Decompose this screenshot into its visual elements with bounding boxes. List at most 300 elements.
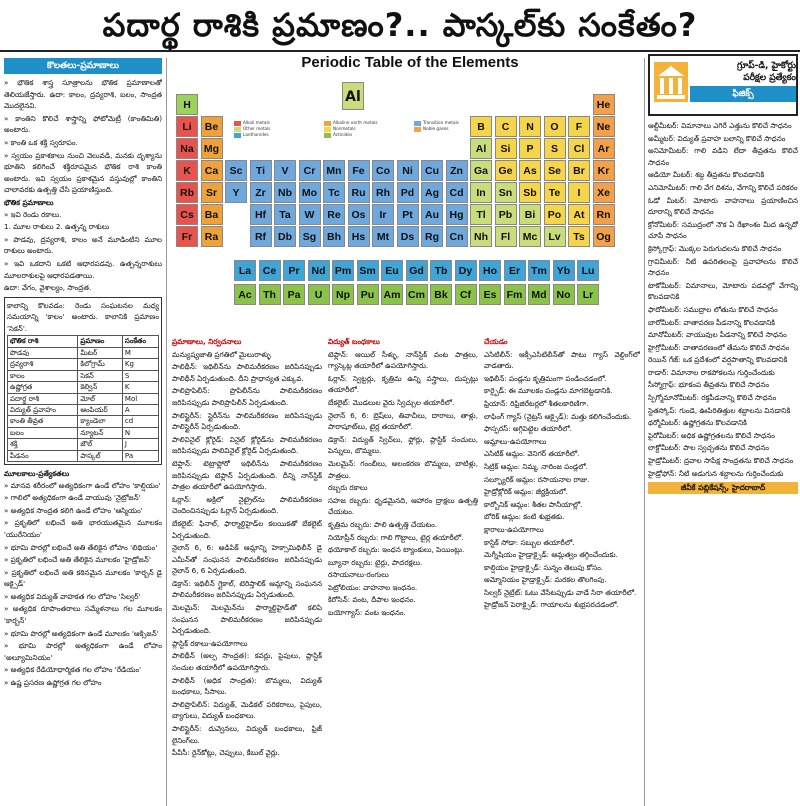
intro-list bbox=[4, 77, 162, 196]
paragraph: ఫాదోమీటర్: సముద్రాల లోతును కొలిచే సాధనం bbox=[648, 304, 778, 314]
element-cell: Sm bbox=[357, 260, 379, 281]
table-cell: J bbox=[122, 439, 158, 450]
element-cell: Cr bbox=[299, 160, 321, 181]
element-cell: Bh bbox=[323, 226, 345, 247]
element-cell: Mg bbox=[201, 138, 223, 159]
element-cell: Sn bbox=[495, 182, 517, 203]
paragraph: ఉదా: వేగం, వైశాల్యం, సాంద్రత. bbox=[4, 283, 92, 293]
building-icon bbox=[654, 62, 688, 102]
table-cell: పీడనం bbox=[8, 450, 78, 461]
paragraph: పైరోమీటర్: అధిక ఉష్ణోగ్రతలను కొలిచే సాధనం bbox=[648, 430, 775, 440]
element-cell: Ir bbox=[372, 204, 394, 225]
table-header: ప్రమాణం bbox=[78, 336, 123, 347]
paragraph: హైడ్రోజన్ పెరాక్సైడ్: గాయాలను శుభ్రపరచడంలో. bbox=[484, 600, 619, 610]
paragraph: » కాంతిని కొలిచే శాస్త్రాన్ని ఫోటోమెట్రీ (కాంతిమితి) అంటారు. bbox=[4, 113, 162, 135]
paragraph: పాలిథీన్ (అల్ప సాంద్రత): కవర్లు, పైపులు, ప్లాస్టిక్ సంచుల తయారీలో ఉపయోగిస్తారు. bbox=[172, 651, 322, 673]
table-cell: శక్తి bbox=[8, 439, 78, 450]
element-cell: Ta bbox=[274, 204, 296, 225]
table-row bbox=[8, 404, 159, 415]
legend-label: Alkaline earth metals bbox=[333, 120, 378, 125]
element-cell: Cs bbox=[176, 204, 198, 225]
element-cell: Tm bbox=[528, 260, 550, 281]
element-cell: S bbox=[544, 138, 566, 159]
paragraph: హైడ్రోఫోన్: నీటి అడుగున శబ్దాలను గుర్తించేందుకు bbox=[648, 468, 784, 478]
element-cell: Am bbox=[381, 284, 403, 305]
paragraph: ఇథిలీన్: పండ్లను కృత్రిమంగా పండించడంలో. bbox=[484, 373, 607, 383]
table-row bbox=[8, 359, 159, 370]
element-cell: C bbox=[495, 116, 517, 137]
legend-item bbox=[322, 132, 412, 138]
element-cell: Y bbox=[225, 182, 247, 203]
periodic-table bbox=[170, 54, 640, 332]
table-row bbox=[8, 393, 159, 404]
element-cell: Ca bbox=[201, 160, 223, 181]
table-cell: పాస్కల్ bbox=[78, 450, 123, 461]
paragraph: థయోకాల్ రబ్బరు: ఇంధన ట్యాంకులు, పెయింట్లు. bbox=[328, 545, 465, 555]
element-cell: P bbox=[519, 138, 541, 159]
paragraph: ఎసిటిక్ ఆమ్లం: వెనిగర్ తయారీలో. bbox=[484, 449, 580, 459]
box-title bbox=[690, 60, 796, 84]
middle-column-3 bbox=[484, 336, 640, 806]
element-cell: Tl bbox=[470, 204, 492, 225]
element-cell: K bbox=[176, 160, 198, 181]
element-cell: Pa bbox=[283, 284, 305, 305]
right-column bbox=[648, 120, 798, 806]
paragraph: ఎసిటిలీన్: ఆక్సీఎసిటిలీన్‌తో పాటు గ్యాస్ వెల్డింగ్‌లో వాడతారు. bbox=[484, 349, 640, 371]
element-cell: He bbox=[593, 94, 615, 115]
element-cell: Lu bbox=[577, 260, 599, 281]
paragraph: అనిమోమీటర్: గాలి వడిని లేదా తీవ్రతను కొలిచే సాధనం bbox=[648, 146, 798, 167]
paragraph: సల్ఫ్యూరిక్ ఆమ్లం: రసాయనాల రాజు. bbox=[484, 474, 590, 484]
table-cell: సెకన్ bbox=[78, 370, 123, 381]
element-cell: Li bbox=[176, 116, 198, 137]
table-row bbox=[8, 370, 159, 381]
element-cell: Fm bbox=[504, 284, 526, 305]
box-title-line2: పరీక్షల ప్రత్యేకం bbox=[743, 73, 796, 83]
element-cell: Mt bbox=[372, 226, 394, 247]
table-cell: మోల్ bbox=[78, 393, 123, 404]
table-cell: Pa bbox=[122, 450, 158, 461]
table-header: సంకేతం bbox=[122, 336, 158, 347]
element-cell: B bbox=[470, 116, 492, 137]
paragraph: » పొడవు, ద్రవ్యరాశి, కాలం అనే మూడింటిని మూల రాశులు అంటారు. bbox=[4, 234, 162, 256]
paragraph: బారోమీటర్: వాతావరణ పీడనాన్ని కొలవడానికి bbox=[648, 317, 776, 327]
paragraph: » అత్యధిక విద్యుత్ వాహకత గల లోహం 'సిల్వర్' bbox=[4, 591, 141, 601]
paragraph: మెలమైన్: గంంబీలు, అలంకరణ బొమ్మలు, బాటిళ్లు, పాత్రలు. bbox=[328, 458, 478, 480]
paragraph: రసాయనాలు-రంగులు bbox=[328, 570, 389, 580]
element-cell: Rn bbox=[593, 204, 615, 225]
element-cell: Hg bbox=[446, 204, 468, 225]
element-cell: Cu bbox=[421, 160, 443, 181]
element-cell: Ce bbox=[259, 260, 281, 281]
element-cell: Ac bbox=[234, 284, 256, 305]
element-cell: Zr bbox=[250, 182, 272, 203]
periodic-table-title: Periodic Table of the Elements bbox=[301, 54, 519, 71]
paragraph: ఫాస్ఫరస్: అగ్గిపెట్టెల తయారీలో. bbox=[484, 424, 572, 434]
paragraph: పాలిస్టైరీన్: స్టైరీన్‌ను పాలిమరీకరణం జరిపినప్పుడు పాలిస్టైరీన్ ఏర్పడుతుంది. bbox=[172, 410, 322, 432]
table-cell: ఉష్ణోగ్రత bbox=[8, 382, 78, 393]
paragraph: కార్బోనిక్ ఆమ్లం: శీతల పానీయాల్లో. bbox=[484, 499, 583, 509]
table-cell: M bbox=[122, 347, 158, 358]
table-cell: S bbox=[122, 370, 158, 381]
paragraph: మానోమీటర్: వాయువుల పీడనాన్ని కొలిచే సాధనం bbox=[648, 330, 787, 340]
legend-swatch bbox=[234, 121, 241, 126]
legend-label: Lanthanides bbox=[243, 132, 269, 137]
element-cell: Tc bbox=[323, 182, 345, 203]
element-cell: Nd bbox=[308, 260, 330, 281]
paragraph: » ఉష్ణ ప్రసరణ ఉష్ణోగ్రత గల లోహం bbox=[4, 678, 102, 688]
element-cell: Sr bbox=[201, 182, 223, 203]
legend-swatch bbox=[324, 133, 331, 138]
element-cell: Te bbox=[544, 182, 566, 203]
element-cell: Lr bbox=[577, 284, 599, 305]
paragraph: లాఫింగ్ గ్యాస్ (నైట్రస్ ఆక్సైడ్): మత్తు కలిగించేందుకు. bbox=[484, 411, 632, 421]
element-cell: Be bbox=[201, 116, 223, 137]
table-cell: N bbox=[122, 427, 158, 438]
element-cell: As bbox=[519, 160, 541, 181]
element-cell: Np bbox=[332, 284, 354, 305]
units-list bbox=[4, 209, 162, 294]
element-cell: Co bbox=[372, 160, 394, 181]
paragraph: చేయడం bbox=[484, 337, 508, 346]
element-cell: Pr bbox=[283, 260, 305, 281]
element-cell: Kr bbox=[593, 160, 615, 181]
element-cell: Fe bbox=[348, 160, 370, 181]
paragraph: రాడార్: విమానాల రాకపోకలను గుర్తించేందుకు bbox=[648, 367, 775, 377]
paragraph: నియోప్రీన్ రబ్బరు: గాలి గొట్టాలు, టైర్ల తయారీలో. bbox=[328, 532, 464, 542]
paragraph: » భూమి పొరల్లో అత్యధికంగా ఉండే లోహం 'అల్యూమినియం' bbox=[4, 641, 162, 662]
table-row bbox=[8, 450, 159, 461]
paragraph: టెఫ్లాన్: ఆయిల్‌ సీళ్ళు, నాన్‌స్టిక్ వంట పాత్రలు, గ్యాస్కెట్ల తయారీలో ఉపయోగిస్తారు. bbox=[328, 349, 478, 371]
paragraph: ఆడియో మీటర్: శబ్ద తీవ్రతను కొలవడానికి bbox=[648, 170, 765, 180]
paragraph: » భౌతిక శాస్త్ర సూత్రాలను భౌతిక ప్రమాణాలతో తెలియజేస్తారు. ఉదా: కాలం, ద్రవ్యరాశి, బలం, సాంద్రత మొదలైనవి. bbox=[4, 78, 162, 111]
credit: జీవీకే పబ్లికేషన్స్, హైదరాబాద్ bbox=[648, 482, 798, 494]
middle-column-1 bbox=[172, 336, 322, 806]
paragraph: » భూమి పొరల్లో లభించే అతి తేలికైన లోహం 'లిథియం' bbox=[4, 542, 158, 552]
element-cell: H bbox=[176, 94, 198, 115]
element-cell: Ts bbox=[568, 226, 590, 247]
paragraph: హైగ్రోమీటర్: వాతావరణంలో తేమను కొలిచే సాధనం bbox=[648, 342, 790, 352]
paragraph: ఫ్రియాన్: రిఫ్రిజిరేటర్లలో శీతలకారిణిగా. bbox=[484, 398, 589, 408]
element-cell: Bk bbox=[430, 284, 452, 305]
legend-swatch bbox=[414, 121, 421, 126]
legend-label: Actinides bbox=[333, 132, 353, 137]
element-cell: Ho bbox=[479, 260, 501, 281]
table-row bbox=[8, 347, 159, 358]
legend-swatch bbox=[414, 127, 421, 132]
paragraph: మన్యుష్యజాతి ప్రగతిలో మైలురాళ్ళు bbox=[172, 349, 271, 359]
legend-swatch bbox=[234, 133, 241, 138]
table-row bbox=[8, 427, 159, 438]
element-cell: In bbox=[470, 182, 492, 203]
paragraph: పెట్రోలియం: వాహనాల ఇంధనం. bbox=[328, 582, 418, 592]
element-cell: Ag bbox=[421, 182, 443, 203]
paragraph: ఎనిమోమీటర్: గాలి వేగ దిశను, వేగాన్ని కొలిచే పరికరం bbox=[648, 182, 798, 192]
left-column bbox=[4, 58, 162, 806]
middle-column-2 bbox=[328, 336, 478, 806]
legend-label: Other metals bbox=[243, 126, 271, 131]
element-cell: Th bbox=[259, 284, 281, 305]
element-cell: Cl bbox=[568, 138, 590, 159]
element-cell: Au bbox=[421, 204, 443, 225]
paragraph: క్రెస్కోగ్రాఫ్: మొక్కల పెరుగుదలను కొలిచే సాధనం bbox=[648, 243, 782, 253]
table-header: భౌతిక రాశి bbox=[8, 336, 78, 347]
table-row bbox=[8, 439, 159, 450]
paragraph: మెగ్నీషియం హైడ్రాక్సైడ్: ఆమ్లత్వం తగ్గించేందుకు. bbox=[484, 550, 618, 560]
paragraph: థర్మోమీటర్: ఉష్ణోగ్రతను కొలవడానికి bbox=[648, 418, 747, 428]
element-cell: Nh bbox=[470, 226, 492, 247]
metals-list bbox=[4, 480, 162, 689]
paragraph: క్షారాలు-ఉపయోగాలు bbox=[484, 524, 544, 534]
divider bbox=[166, 58, 167, 806]
paragraph: డెక్రాన్: విద్యుత్ స్విచ్‌లు, ఫ్లోర్లు, ప్లాస్టిక్ సంచులు, పెన్నులు, బొమ్మలు. bbox=[328, 434, 478, 456]
table-cell: ఆంపియర్ bbox=[78, 404, 123, 415]
element-cell: Si bbox=[495, 138, 517, 159]
element-cell: Cm bbox=[406, 284, 428, 305]
element-cell: V bbox=[274, 160, 296, 181]
paragraph: పాలిస్టైరీన్: దువ్వెనలు, విద్యుత్ బంధకాలు, ఫ్రిజ్ లైనింగ్‌లు. bbox=[172, 724, 322, 745]
paragraph: బ్యూనా రబ్బరు: టైర్లు, పాదరక్షలు. bbox=[328, 557, 423, 567]
element-cell: N bbox=[519, 116, 541, 137]
paragraph: అమ్మోనియం హైడ్రాక్సైడ్: మరకల తొలగింపు. bbox=[484, 575, 607, 585]
paragraph: ప్రమాణాలు, నిర్వచనాలు bbox=[172, 337, 242, 346]
element-cell: Lv bbox=[544, 226, 566, 247]
paragraph: ఓడో మీటర్: మోటారు వాహనాలు ప్రయాణించిన దూరాన్ని కొలిచే సాధనం bbox=[648, 195, 798, 217]
element-cell: Ga bbox=[470, 160, 492, 181]
paragraph: » కాంతి ఒక శక్తి స్వరూపం. bbox=[4, 137, 78, 147]
paragraph: 1. మూల రాశులు 2. ఉత్పన్న రాశులు bbox=[4, 222, 110, 232]
paragraph: డెక్రాన్: ఇథిలీన్ గ్లైకాల్, టెరిప్తాలిక్ ఆమ్లాన్ని సంఘనన పాలిమరీకరణం జరిపినప్పుడు ఏర్పడుతుంది. bbox=[172, 578, 322, 600]
element-cell: Eu bbox=[381, 260, 403, 281]
paragraph: » స్వయం ప్రకాశకాలు నుంచి వెలువడి, మనకు దృశ్యాను భూతిని కలిగించే శక్తిరూపమైన భౌతిక రాశి కాంతి అంటారు. ఇవి స్వయం ప్రకాశమైన వస్తువుల్లో కాంతిని చాలావరకు ఉత్పత్తి చేసి ప్రయాణిస్తుంది. bbox=[4, 150, 162, 195]
table-cell: కాలం bbox=[8, 370, 78, 381]
element-cell: Ru bbox=[348, 182, 370, 203]
paragraph: సిట్రిక్ ఆమ్లం: నిమ్మ, నారింజ పండ్లలో. bbox=[484, 461, 588, 471]
element-cell: Es bbox=[479, 284, 501, 305]
element-cell: Bi bbox=[519, 204, 541, 225]
paragraph: రబ్బరు రకాలు bbox=[328, 483, 368, 493]
paragraph: కాస్టిక్ సోడా: సబ్బుల తయారీలో. bbox=[484, 537, 575, 547]
paragraph: » అత్యధిక సాంద్రత కలిగి ఉండే లోహం 'ఆస్మియం' bbox=[4, 505, 143, 515]
paragraph: కృత్రిమ రబ్బరు: పాలి ఉత్పత్తి చేయటం. bbox=[328, 519, 438, 529]
element-cell: Cn bbox=[446, 226, 468, 247]
paragraph: » అత్యధిక రేడియోధార్మికత గల లోహం 'రేడియం' bbox=[4, 665, 142, 675]
element-cell: Nb bbox=[274, 182, 296, 203]
element-cell: Pu bbox=[357, 284, 379, 305]
element-cell: Rh bbox=[372, 182, 394, 203]
table-intro: కాలాన్ని కొలవడం: రెండు సంఘటనల మధ్య సమయాన్ని 'కాలం' అంటారు. కాలానికి ప్రమాణం 'సెకన్'. bbox=[7, 300, 159, 333]
paragraph: » భూమి పొరల్లో అత్యధికంగా ఉండే మూలకం 'ఆక్సిజన్' bbox=[4, 628, 159, 638]
legend-swatch bbox=[324, 127, 331, 132]
paragraph: » గాలిలో అత్యధికంగా ఉండే వాయువు 'నైట్రోజన్' bbox=[4, 493, 141, 503]
table-cell: పదార్థ రాశి bbox=[8, 393, 78, 404]
metals-heading: మూలకాలు-ప్రత్యేకతలు bbox=[4, 468, 70, 478]
paragraph: » మానవ శరీరంలో అత్యధికంగా ఉండే లోహం 'కాల్షియం' bbox=[4, 480, 161, 490]
element-cell: Ti bbox=[250, 160, 272, 181]
element-cell: Sb bbox=[519, 182, 541, 203]
units-table bbox=[7, 335, 159, 461]
element-cell: Pt bbox=[397, 204, 419, 225]
element-cell: Mc bbox=[519, 226, 541, 247]
paragraph: ఆల్టీమీటర్: విమానాలు ఎగిరే ఎత్తును కొలిచే సాధనం bbox=[648, 121, 792, 130]
paragraph: టాకోమీటర్: విమానాలు, మోటారు పడవల్లో వేగాన్ని కొలవడానికి bbox=[648, 280, 798, 302]
element-cell: Al bbox=[470, 138, 492, 159]
paragraph: » ప్రకృతిలో లభించే అతి భారయుతమైన మూలకం 'యురేనియం' bbox=[4, 518, 162, 539]
element-cell: Ne bbox=[593, 116, 615, 137]
paragraph: పాలివినైల్ క్లోరైడ్: వినైల్ క్లోరైడ్‌ను పాలిమరీకరణం జరిపినప్పుడు పాలివినైల్ క్లోరైడ్ ఏర్పడుతుంది. bbox=[172, 434, 322, 456]
divider bbox=[644, 58, 645, 806]
units-heading: భౌతిక ప్రమాణాలు bbox=[4, 197, 54, 207]
element-cell: Se bbox=[544, 160, 566, 181]
element-cell: Ar bbox=[593, 138, 615, 159]
element-cell: Er bbox=[504, 260, 526, 281]
legend-label: Noble gases bbox=[423, 126, 449, 131]
subject-tag: ఫిజిక్స్ bbox=[690, 86, 796, 102]
paragraph: గ్రావిమీటర్: నీటి ఉపరితలంపై ప్రవాహాలను కొలిచే సాధనం bbox=[648, 256, 798, 278]
element-cell: Fr bbox=[176, 226, 198, 247]
paragraph: హైడ్రోక్లోరిక్ ఆమ్లం: జీర్ణక్రియలో. bbox=[484, 487, 568, 497]
element-cell: La bbox=[234, 260, 256, 281]
paragraph: » ఇవి రెండు రకాలు. bbox=[4, 209, 62, 219]
paragraph: హైడ్రోమీటర్: ద్రవాల సాపేక్ష సాంద్రతను కొలిచే సాధనం bbox=[648, 456, 794, 466]
element-cell: Os bbox=[348, 204, 370, 225]
paragraph: రెయిన్ గేజ్: ఒక ప్రదేశంలో వర్షపాతాన్ని కొలవడానికి bbox=[648, 355, 788, 365]
paragraph: విద్యుత్ బంధకాలు bbox=[328, 337, 380, 346]
element-cell: Hs bbox=[348, 226, 370, 247]
element-cell: Sc bbox=[225, 160, 247, 181]
section-title: కొలతలు-ప్రమాణాలు bbox=[4, 58, 162, 74]
table-row bbox=[8, 416, 159, 427]
paragraph: లాక్టోమీటర్: పాల స్వచ్ఛతను కొలిచే సాధనం bbox=[648, 443, 770, 453]
table-cell: K bbox=[122, 382, 158, 393]
paragraph: పాలిథీన్: ఇథిలీన్‌ను పాలిమరీకరణం జరిపినప్పుడు పాలిథీన్ ఏర్పడుతుంది. దీని ప్రాధాన్యత ఎక్కువ. bbox=[172, 362, 322, 383]
table-row bbox=[8, 382, 159, 393]
element-cell: Hf bbox=[250, 204, 272, 225]
table-cell: క్యాండెలా bbox=[78, 416, 123, 427]
table-cell: కాంతి తీవ్రత bbox=[8, 416, 78, 427]
element-cell: At bbox=[568, 204, 590, 225]
legend-swatch bbox=[234, 127, 241, 132]
paragraph: స్టెతస్కోప్: గుండె, ఊపిరితిత్తుల శబ్దాలను వినడానికి bbox=[648, 405, 791, 415]
paragraph: బేకలైట్: మొడలుల వైరు స్విచ్చుల తయారీలో. bbox=[328, 397, 455, 407]
element-cell: Pm bbox=[332, 260, 354, 281]
paragraph: ఆమ్లాలు-ఉపయోగాలు bbox=[484, 436, 547, 446]
table-cell: Mol bbox=[122, 393, 158, 404]
paragraph: బయోగ్యాస్: వంట ఇంధనం. bbox=[328, 608, 406, 618]
key-element: Al bbox=[342, 82, 364, 110]
legend-label: Alkali metals bbox=[243, 120, 270, 125]
element-cell: Yb bbox=[553, 260, 575, 281]
table-cell: బలం bbox=[8, 427, 78, 438]
element-cell: Pb bbox=[495, 204, 517, 225]
element-cell: Sg bbox=[299, 226, 321, 247]
paragraph: పాలిప్రొపిలీన్: ప్రొపిలీన్‌ను పాలిమరీకరణం జరిపినప్పుడు పాలిప్రొపిలీన్ ఏర్పడుతుంది. bbox=[172, 386, 322, 407]
paragraph: ఓర్లాన్: స్వెట్టర్లు, కృత్రిమ ఉన్ని వస్త్రాలు, దుప్పట్లు తయారీలో. bbox=[328, 373, 478, 395]
table-cell: Kg bbox=[122, 359, 158, 370]
paragraph: ఓర్లాన్: అక్రిలో నైట్రైల్‌ను పాలిమరీకరణం చెందించినప్పుడు ఓర్లాన్ ఏర్పడుతుంది. bbox=[172, 494, 322, 516]
element-cell: Ra bbox=[201, 226, 223, 247]
paragraph: కార్బైడ్: ఈ మూలకం పండ్లను మాగబెట్టడానికి. bbox=[484, 386, 613, 396]
element-cell: U bbox=[308, 284, 330, 305]
element-cell: Po bbox=[544, 204, 566, 225]
paragraph: క్రోనోమీటర్: సముద్రంలో నౌక ఏ రేఖాంశం మీద ఉన్నదో చూపే సాధనం bbox=[648, 219, 798, 241]
legend-label: Transition metals bbox=[423, 120, 459, 125]
paragraph: బేకలైట్: ఫినాల్, ఫార్మాల్డిహైడ్‌ల కలయికతో బేకలైట్ ఏర్పడుతుంది. bbox=[172, 518, 322, 540]
legend-item bbox=[232, 132, 322, 138]
element-cell: Mn bbox=[323, 160, 345, 181]
element-cell: Br bbox=[568, 160, 590, 181]
element-cell: Cf bbox=[455, 284, 477, 305]
paragraph: సహజ రబ్బరు: ధృడమైనది, ఆహారం ద్రాక్షలు ఉత్పత్తి చేయటం. bbox=[328, 495, 478, 517]
table-cell: జౌల్ bbox=[78, 439, 123, 450]
element-cell: O bbox=[544, 116, 566, 137]
paragraph: టెఫ్లాన్: టెట్రాఫ్లోరో ఇథిలీన్‌ను పాలిమరీకరణం జరిపినప్పుడు టెఫ్లాన్ ఏర్పడుతుంది. దీన్ని నాన్‌స్టిక్ పాత్రల తయారీలో ఉపయోగిస్తారు. bbox=[172, 458, 322, 492]
paragraph: ప్లాస్టిక్ రకాలు-ఉపయోగాలు bbox=[172, 638, 248, 648]
table-cell: పొడవు bbox=[8, 347, 78, 358]
paragraph: నైలాన్ 6, 6: అడిపిక్ ఆమ్లాన్ని హెక్సామిథిలీన్ డై ఎమీన్‌తో సంఘనన పాలిమరీకరణం జరిపినప్పుడు నైలాన్ 6, 6 ఏర్పడుతుంది. bbox=[172, 543, 322, 576]
element-cell: W bbox=[299, 204, 321, 225]
table-cell: cd bbox=[122, 416, 158, 427]
element-cell: Rb bbox=[176, 182, 198, 203]
legend-label: Nonmetals bbox=[333, 126, 356, 131]
element-cell: Md bbox=[528, 284, 550, 305]
paragraph: నైలాన్ 6, 6: బ్రెష్‌లు, తివాచీలు, దారాలు, తాళ్లు, పారాషూట్‌లు, టైర్ల తయారీలో. bbox=[328, 410, 478, 432]
element-cell: Mo bbox=[299, 182, 321, 203]
element-cell: Db bbox=[274, 226, 296, 247]
element-cell: Re bbox=[323, 204, 345, 225]
element-cell: F bbox=[568, 116, 590, 137]
paragraph: అమ్మీటర్: విద్యుత్ ప్రవాహ బలాన్ని కొలిచే సాధనం bbox=[648, 133, 786, 143]
element-cell: Ds bbox=[397, 226, 419, 247]
element-cell: Xe bbox=[593, 182, 615, 203]
element-cell: Ge bbox=[495, 160, 517, 181]
element-cell: Cd bbox=[446, 182, 468, 203]
paragraph: కిరోసిన్: వంట, దీపాల ఇంధనం. bbox=[328, 595, 416, 605]
paragraph: » ఇవి ఒకదాని ఒకటి ఆధారపడవు. ఉత్పన్నరాశులు మూలరాశులపై ఆధారపడతాయి. bbox=[4, 258, 162, 280]
legend-swatch bbox=[324, 121, 331, 126]
paragraph: సిల్వర్ నైట్రేట్: ఓటు వేసేటప్పుడు వాడే సిరా తయారీలో. bbox=[484, 587, 637, 597]
element-cell: No bbox=[553, 284, 575, 305]
table-cell: న్యూటన్ bbox=[78, 427, 123, 438]
table-cell: కిలోగ్రామ్ bbox=[78, 359, 123, 370]
table-cell: A bbox=[122, 404, 158, 415]
element-cell: Tb bbox=[430, 260, 452, 281]
paragraph: కాల్షియం హైడ్రాక్సైడ్: సున్నం తెలుపు కోసం. bbox=[484, 562, 604, 572]
element-cell: Gd bbox=[406, 260, 428, 281]
table-cell: కెల్విన్ bbox=[78, 382, 123, 393]
paragraph: స్పిగ్మోమానోమీటర్: రక్తపీడనాన్ని కొలిచే సాధనం bbox=[648, 393, 777, 403]
paragraph: పాలిప్రొపిలీన్: విద్యుత్, మెడికల్ పరికరాలు, పైపులు, బ్యాగులు, విద్యుత్ బంధకాలు. bbox=[172, 699, 322, 721]
element-cell: Pd bbox=[397, 182, 419, 203]
paragraph: » ప్రకృతిలో లభించే అతి కఠినమైన మూలకం 'కార్బన్ డై ఆక్సైడ్' bbox=[4, 567, 162, 589]
element-cell: Rg bbox=[421, 226, 443, 247]
paragraph: పాలిథీన్ (అధిక సాంద్రత): బొమ్మలు, విద్యుత్ బంధకాలు, సీసాలు. bbox=[172, 675, 322, 697]
table-cell: మీటర్ bbox=[78, 347, 123, 358]
element-cell: Dy bbox=[455, 260, 477, 281]
paragraph: బోరిక్ ఆమ్లం: కంటి శుభ్రతకు. bbox=[484, 512, 565, 522]
element-cell: Og bbox=[593, 226, 615, 247]
exam-special-box bbox=[648, 54, 798, 116]
paragraph: పీవీసీ: రైన్‌కోట్లు, చెప్పులు, కేబుల్ వైర్లు. bbox=[172, 748, 280, 758]
element-cell: Na bbox=[176, 138, 198, 159]
element-cell: I bbox=[568, 182, 590, 203]
box-title-line1: గ్రూప్-డి, హైకోర్టు bbox=[736, 61, 796, 71]
element-cell: Ni bbox=[397, 160, 419, 181]
headline-rule bbox=[0, 50, 800, 52]
paragraph: మెలమైన్: మెలమైన్‌ను ఫార్మాల్డిహైడ్‌తో కలిపి సంఘనన పాలిమరీకరణం జరిపినప్పుడు ఏర్పడుతుంది. bbox=[172, 603, 322, 636]
table-cell: విద్యుత్ ప్రవాహం bbox=[8, 404, 78, 415]
table-cell: ద్రవ్యరాశి bbox=[8, 359, 78, 370]
